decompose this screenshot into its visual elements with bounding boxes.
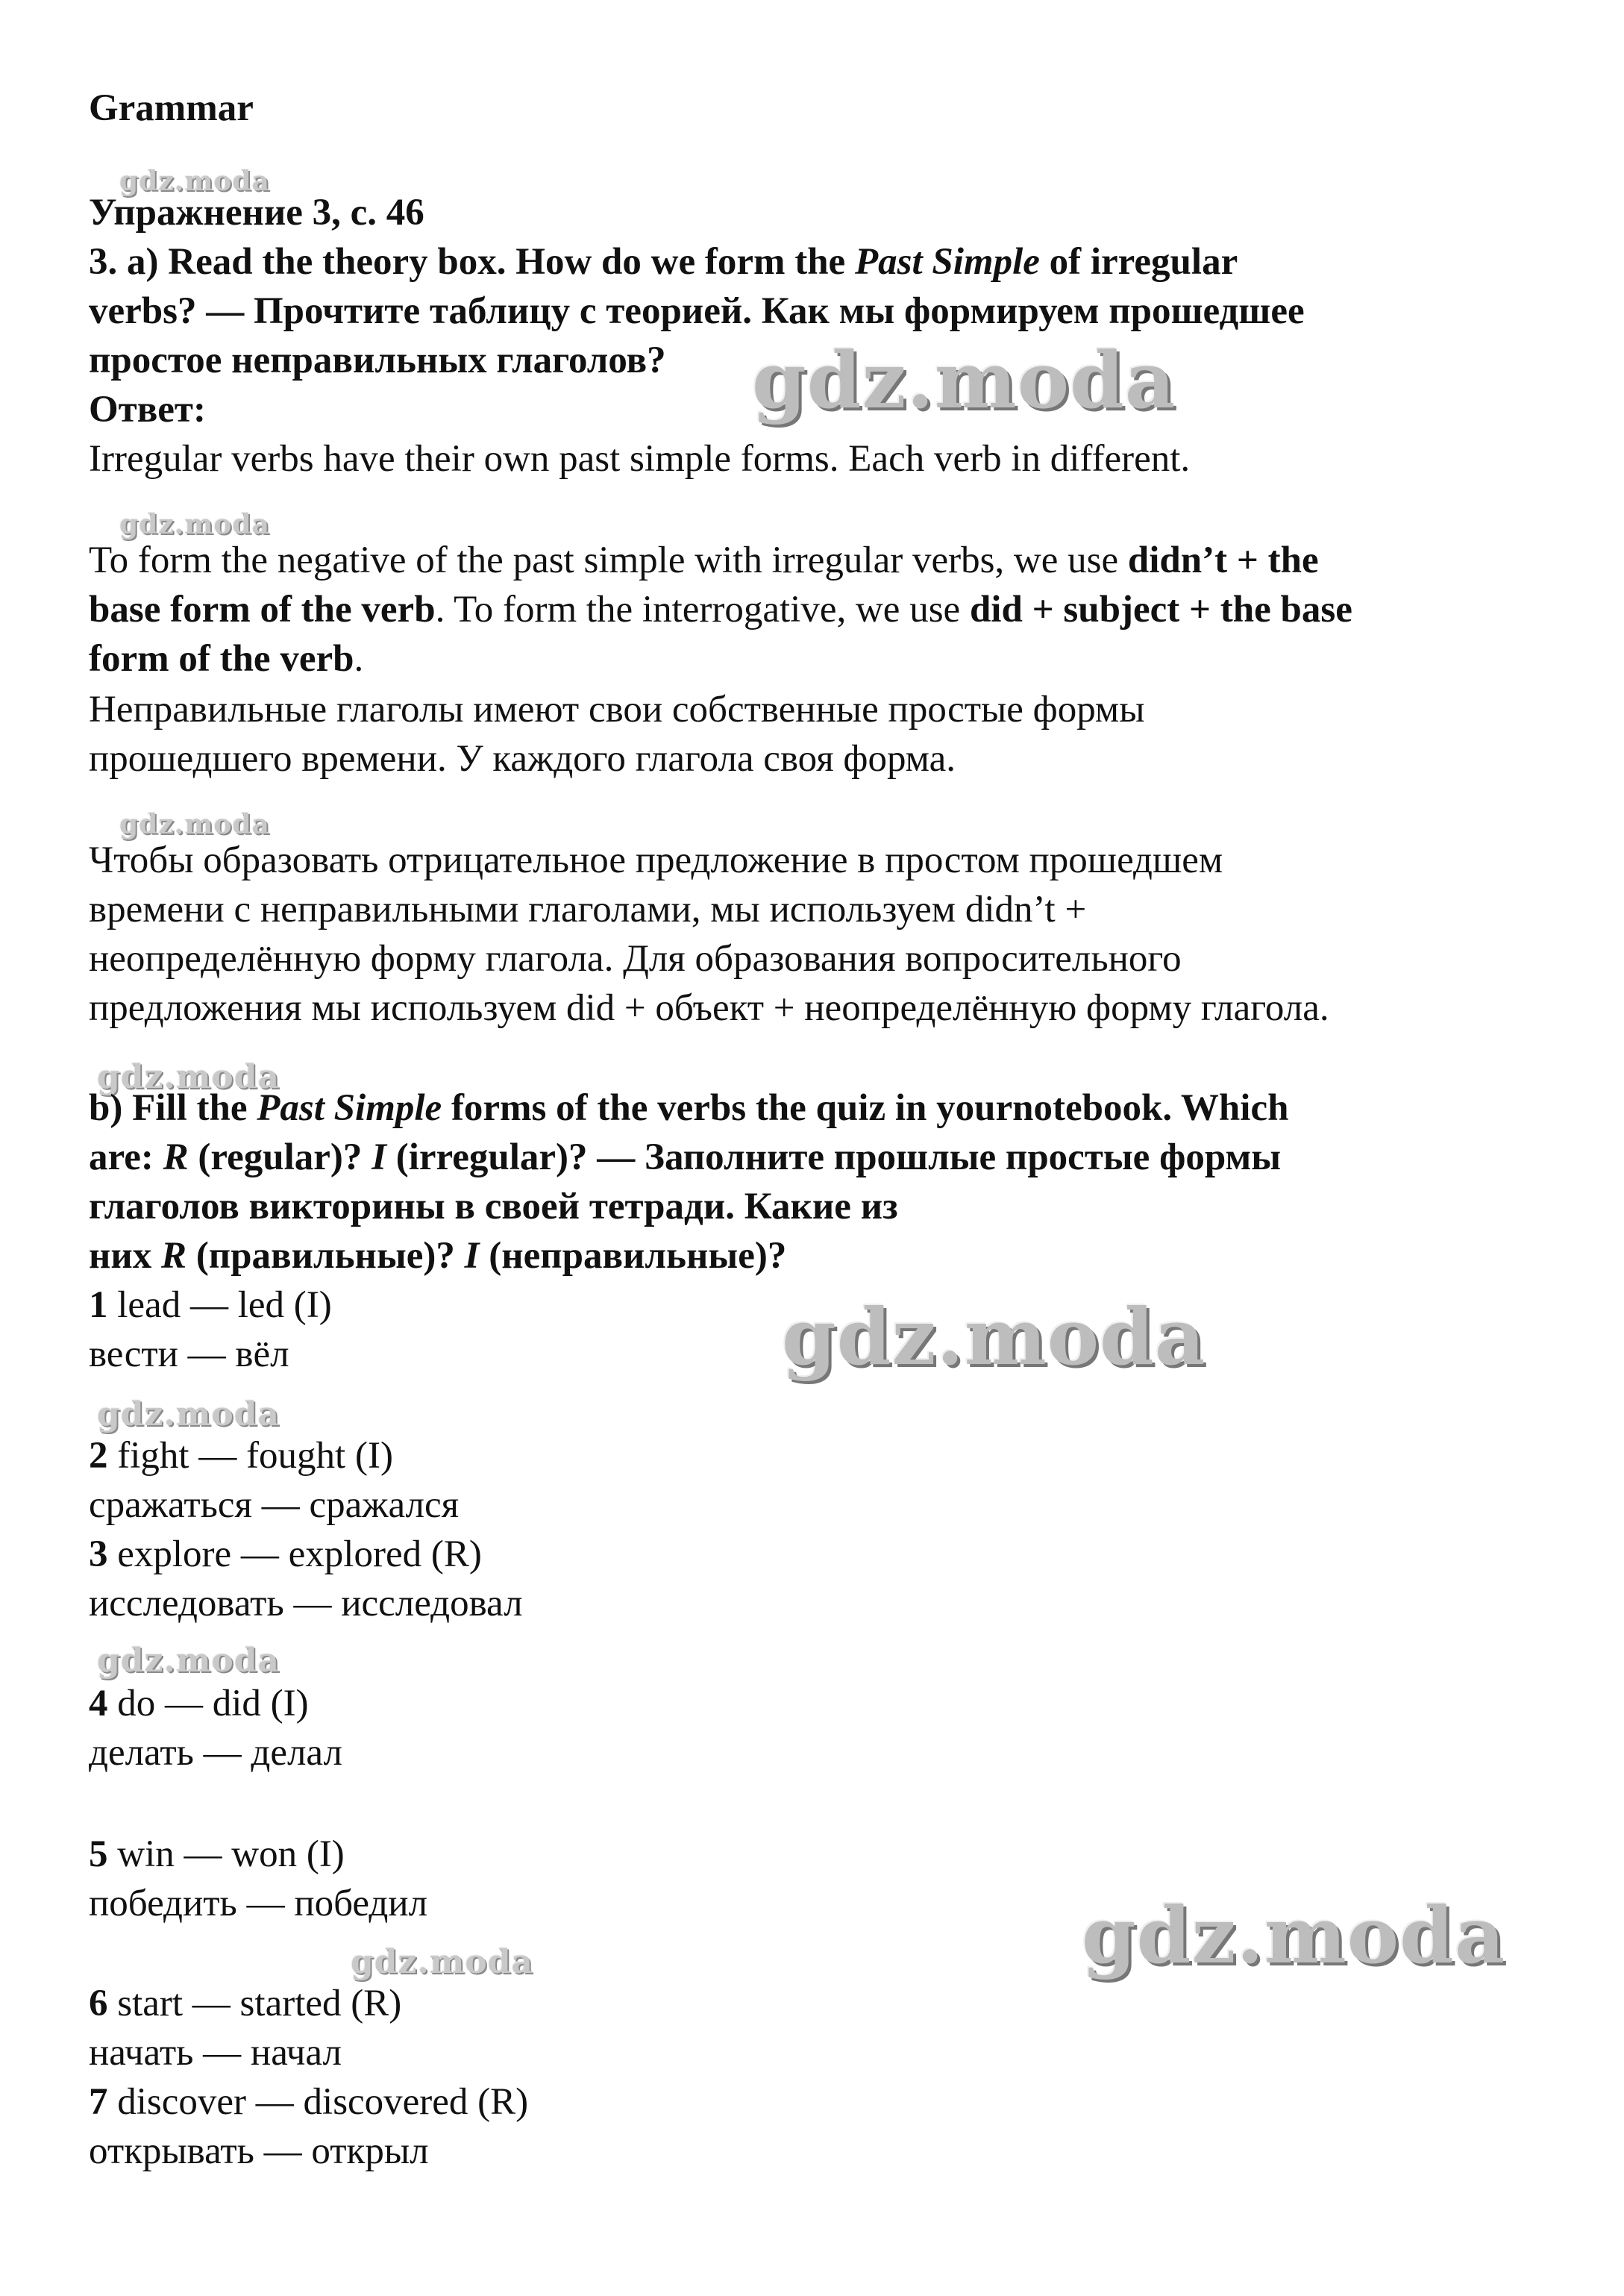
part-a-line-1: 3. a) Read the theory box. How do we form the Past Simple of irregular (89, 241, 1238, 283)
part-b-line-4: них R (правильные)? I (неправильные)? (89, 1235, 787, 1277)
answer-ru-line-3: Чтобы образовать отрицательное предложение в простом прошедшем (89, 839, 1223, 881)
verb-item-3-en: 3 explore — explored (R) (89, 1533, 482, 1575)
exercise-title: Упражнение 3, с. 46 (89, 192, 424, 234)
verb-item-4-ru: делать — делал (89, 1732, 342, 1774)
verb-item-2-en: 2 fight — fought (I) (89, 1435, 393, 1477)
verb-item-1-ru: вести — вёл (89, 1333, 289, 1375)
watermark: gdz.moda (119, 809, 270, 840)
watermark: gdz.moda (97, 1395, 280, 1433)
answer-label: Ответ: (89, 389, 206, 431)
watermark: gdz.moda (752, 334, 1176, 426)
verb-item-2-ru: сражаться — сражался (89, 1484, 460, 1526)
watermark: gdz.moda (351, 1943, 534, 1981)
verb-item-6-ru: начать — начал (89, 2032, 342, 2074)
answer-ru-line-4: времени с неправильными глаголами, мы используем didn’t + (89, 889, 1087, 930)
verb-item-7-ru: открывать — открыл (89, 2130, 429, 2172)
answer-en-line-3: base form of the verb. To form the interrogative, we use did + subject + the base (89, 589, 1352, 631)
answer-ru-line-1: Неправильные глаголы имеют свои собственные простые формы (89, 689, 1145, 731)
answer-ru-line-5: неопределённую форму глагола. Для образования вопросительного (89, 938, 1182, 980)
answer-en-line-1: Irregular verbs have their own past simple forms. Each verb in different. (89, 438, 1191, 480)
watermark: gdz.moda (97, 1058, 280, 1096)
watermark: gdz.moda (1082, 1889, 1506, 1981)
verb-item-3-ru: исследовать — исследовал (89, 1583, 523, 1624)
verb-item-4-en: 4 do — did (I) (89, 1683, 309, 1724)
part-b-line-2: are: R (regular)? I (irregular)? — Заполните прошлые простые формы (89, 1136, 1282, 1178)
verb-item-7-en: 7 discover — discovered (R) (89, 2081, 529, 2123)
part-a-line-3: простое неправильных глаголов? (89, 340, 666, 381)
answer-ru-line-6: предложения мы используем did + объект + неопределённую форму глагола. (89, 987, 1329, 1029)
part-b-line-3: глаголов викторины в своей тетради. Какие из (89, 1186, 898, 1227)
verb-item-5-en: 5 win — won (I) (89, 1833, 345, 1875)
section-title: Grammar (89, 87, 254, 129)
watermark: gdz.moda (97, 1642, 280, 1680)
watermark: gdz.moda (119, 509, 270, 540)
verb-item-6-en: 6 start — started (R) (89, 1983, 402, 2024)
part-b-line-1: b) Fill the Past Simple forms of the verbs the quiz in yournotebook. Which (89, 1087, 1289, 1129)
watermark: gdz.moda (782, 1291, 1206, 1383)
part-a-line-2: verbs? — Прочтите таблицу с теорией. Как мы формируем прошедшее (89, 290, 1305, 332)
answer-en-line-4: form of the verb. (89, 638, 364, 680)
watermark: gdz.moda (119, 166, 270, 197)
answer-ru-line-2: прошедшего времени. У каждого глагола своя форма. (89, 738, 956, 780)
verb-item-5-ru: победить — победил (89, 1883, 428, 1924)
verb-item-1-en: 1 lead — led (I) (89, 1284, 332, 1326)
answer-en-line-2: To form the negative of the past simple with irregular verbs, we use didn’t + the (89, 539, 1319, 581)
